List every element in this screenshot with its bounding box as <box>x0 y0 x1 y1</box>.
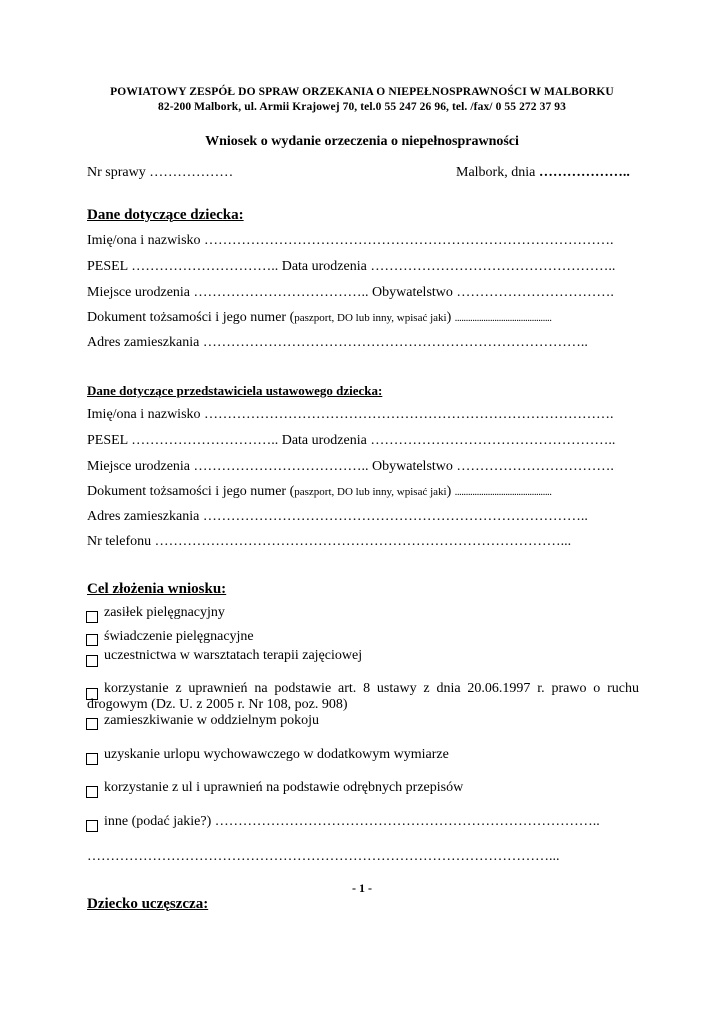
child-citizenship-label: Obywatelstwo <box>372 285 453 300</box>
guardian-birthplace-field[interactable]: ……………………………….. <box>193 459 369 474</box>
purpose-option-4-continuation: drogowym (Dz. U. z 2005 r. Nr 108, poz. 908) <box>87 697 348 712</box>
guardian-name-label: Imię/ona i nazwisko <box>87 407 201 422</box>
child-name-field[interactable]: ……………………………………………………………………………. <box>204 233 614 248</box>
purpose-other-field[interactable]: ……………………………………………………………………….. <box>214 814 600 829</box>
purpose-section-heading: Cel złożenia wniosku: <box>87 581 227 597</box>
child-birthdate-label: Data urodzenia <box>281 259 367 274</box>
purpose-checkbox-8[interactable] <box>86 820 98 832</box>
child-address-field[interactable]: ……………………………………………………………………….. <box>202 335 588 350</box>
guardian-phone-label: Nr telefonu <box>87 534 152 549</box>
place-date-row <box>456 165 630 181</box>
child-pesel-label: PESEL <box>87 259 128 274</box>
child-address-label: Adres zamieszkania <box>87 335 200 350</box>
purpose-checkbox-6[interactable] <box>86 753 98 765</box>
guardian-name-row <box>87 407 614 423</box>
header-address: 82-200 Malbork, ul. Armii Krajowej 70, tel.0 55 247 26 96, tel. /fax/ 0 55 272 37 93 <box>158 101 566 113</box>
guardian-pesel-row <box>87 433 615 449</box>
guardian-citizenship-field[interactable]: ……………………………. <box>456 459 614 474</box>
date-field[interactable]: ……………….. <box>538 165 630 180</box>
case-number-row <box>87 165 233 181</box>
purpose-extra-line[interactable]: ………………………………………………………………………………………... <box>87 849 560 864</box>
child-pesel-row <box>87 259 615 275</box>
child-address-row <box>87 335 588 351</box>
child-name-label: Imię/ona i nazwisko <box>87 233 201 248</box>
page-number: - 1 - <box>352 881 372 895</box>
place-date-label: Malbork, dnia <box>456 165 536 180</box>
guardian-document-close: ) <box>446 484 452 499</box>
guardian-birthplace-label: Miejsce urodzenia <box>87 459 191 474</box>
purpose-option-1: zasiłek pielęgnacyjny <box>104 605 225 620</box>
purpose-checkbox-5[interactable] <box>86 718 98 730</box>
purpose-option-5: zamieszkiwanie w oddzielnym pokoju <box>104 713 319 728</box>
child-pesel-field[interactable]: ………………………….. <box>131 259 279 274</box>
child-document-label: Dokument tożsamości i jego numer ( <box>87 310 295 325</box>
guardian-document-label: Dokument tożsamości i jego numer ( <box>87 484 295 499</box>
guardian-birthdate-field[interactable]: …………………………………………….. <box>370 433 616 448</box>
guardian-address-label: Adres zamieszkania <box>87 509 200 524</box>
child-citizenship-field[interactable]: ……………………………. <box>456 285 614 300</box>
purpose-option-2: świadczenie pielęgnacyjne <box>104 629 254 644</box>
guardian-phone-field[interactable]: ……………………………………………………………………………... <box>154 534 572 549</box>
child-section-heading: Dane dotyczące dziecka: <box>87 207 244 223</box>
child-birthplace-label: Miejsce urodzenia <box>87 285 191 300</box>
purpose-option-7: korzystanie z ul i uprawnień na podstawie odrębnych przepisów <box>104 780 464 795</box>
child-document-field[interactable]: ............................................ <box>454 313 552 324</box>
purpose-checkbox-3[interactable] <box>86 655 98 667</box>
purpose-option-3: uczestnictwa w warsztatach terapii zajęciowej <box>104 648 363 663</box>
child-birthplace-field[interactable]: ……………………………….. <box>193 285 369 300</box>
guardian-pesel-field[interactable]: ………………………….. <box>131 433 279 448</box>
header-institution: POWIATOWY ZESPÓŁ DO SPRAW ORZEKANIA O NIEPEŁNOSPRAWNOŚCI W MALBORKU <box>110 86 614 98</box>
guardian-pesel-label: PESEL <box>87 433 128 448</box>
child-name-row <box>87 233 614 249</box>
purpose-checkbox-1[interactable] <box>86 611 98 623</box>
document-title: Wniosek o wydanie orzeczenia o niepełnosprawności <box>205 134 519 149</box>
guardian-document-row <box>87 484 552 500</box>
purpose-option-6: uzyskanie urlopu wychowawczego w dodatkowym wymiarze <box>104 747 449 762</box>
guardian-document-field[interactable]: ............................................ <box>454 487 552 498</box>
guardian-name-field[interactable]: ……………………………………………………………………………. <box>204 407 614 422</box>
purpose-option-4: korzystanie z uprawnień na podstawie art. 8 ustawy z dnia 20.06.1997 r. prawo o ruchu <box>104 681 639 696</box>
guardian-section-heading: Dane dotyczące przedstawiciela ustawowego dziecka: <box>87 383 383 398</box>
guardian-address-row <box>87 509 588 525</box>
purpose-option-8-row <box>104 814 600 830</box>
child-birthplace-row <box>87 285 614 301</box>
case-number-label: Nr sprawy <box>87 165 146 180</box>
guardian-phone-row <box>87 534 571 550</box>
child-birthdate-field[interactable]: …………………………………………….. <box>370 259 616 274</box>
case-number-field[interactable]: ……………… <box>149 165 234 180</box>
guardian-birthplace-row <box>87 459 614 475</box>
guardian-document-hint: paszport, DO lub inny, wpisać jaki <box>294 486 447 498</box>
guardian-address-field[interactable]: ……………………………………………………………………….. <box>202 509 588 524</box>
purpose-option-8: inne (podać jakie?) <box>104 814 212 829</box>
school-section-heading: Dziecko uczęszcza: <box>87 896 209 912</box>
guardian-citizenship-label: Obywatelstwo <box>372 459 453 474</box>
guardian-birthdate-label: Data urodzenia <box>281 433 367 448</box>
purpose-checkbox-7[interactable] <box>86 786 98 798</box>
child-document-hint: paszport, DO lub inny, wpisać jaki <box>294 312 447 324</box>
purpose-checkbox-2[interactable] <box>86 634 98 646</box>
child-document-row <box>87 310 552 326</box>
child-document-close: ) <box>446 310 452 325</box>
